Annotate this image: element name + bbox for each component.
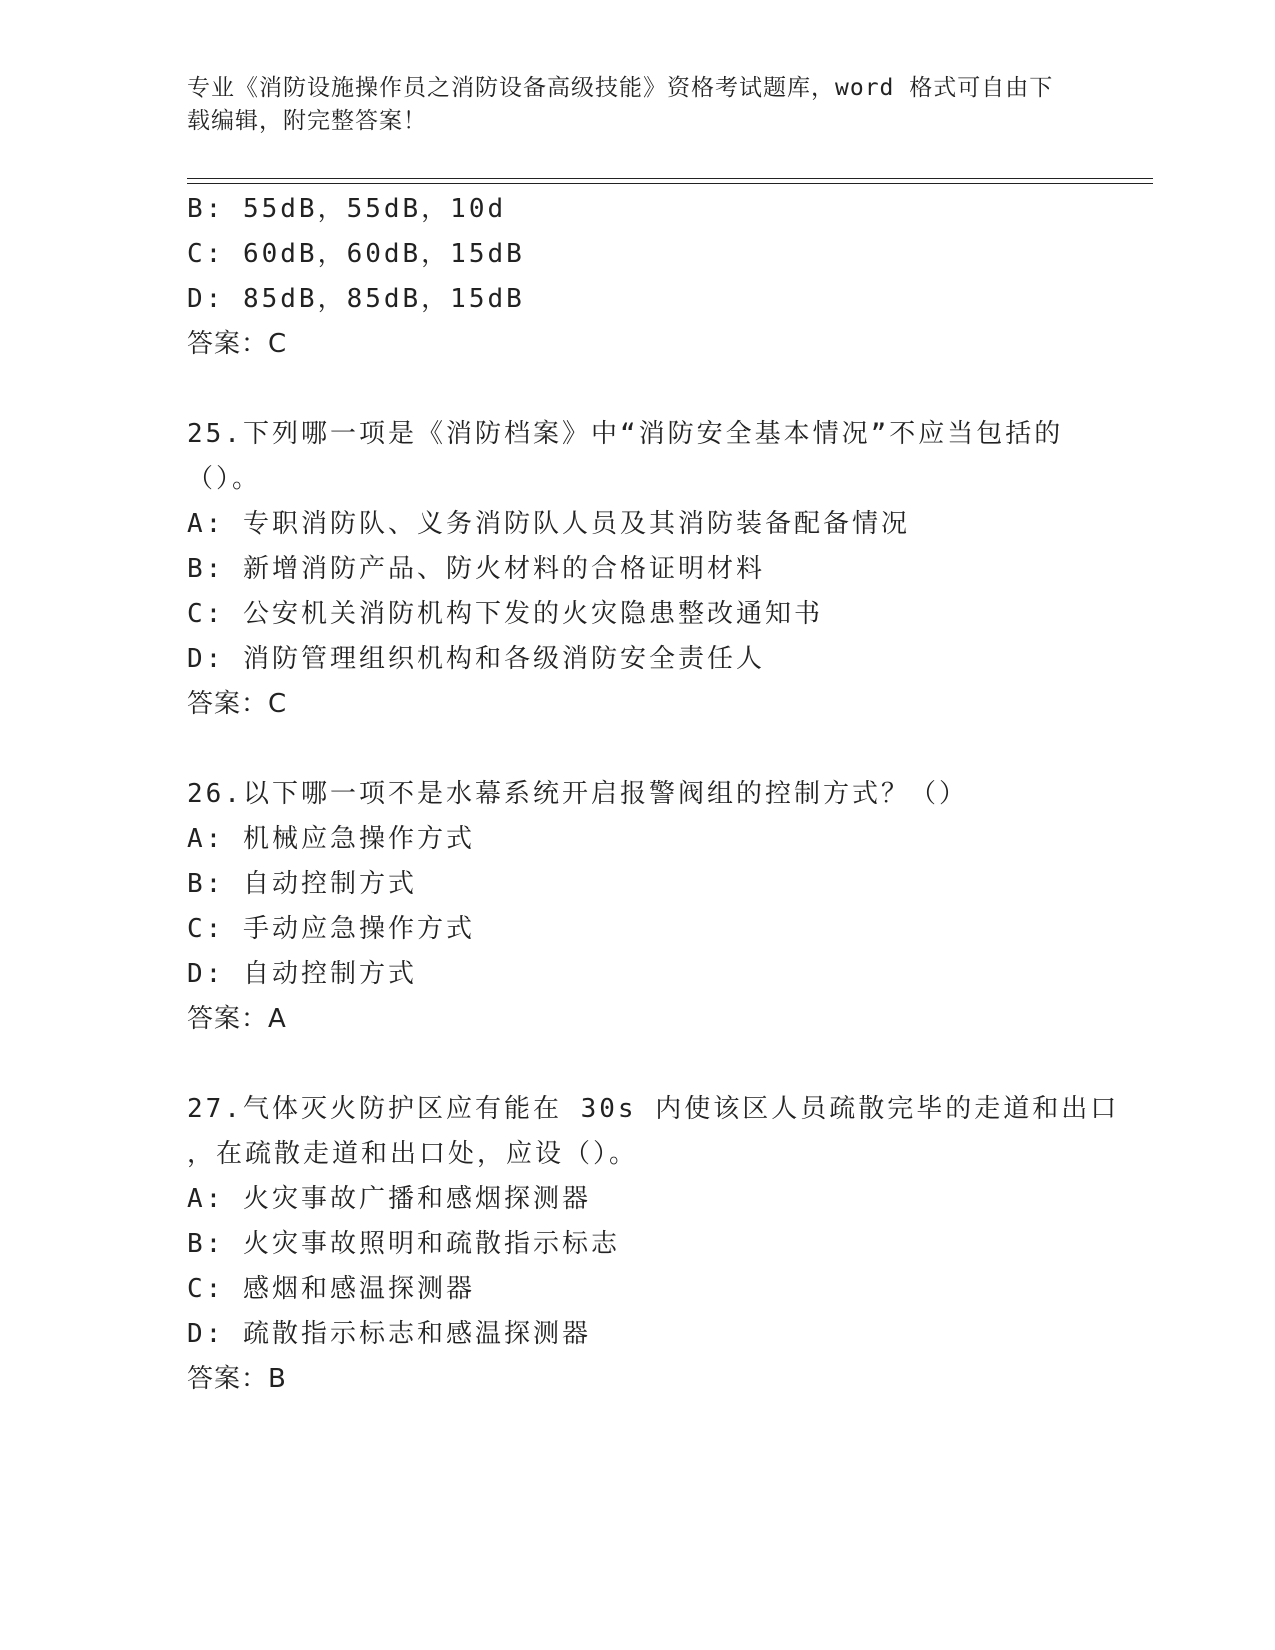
document-header xyxy=(187,72,1067,138)
q26-answer: 答案：A xyxy=(187,1004,287,1034)
q25-stem-line-1: 25.下列哪一项是《消防档案》中“消防安全基本情况”不应当包括的 xyxy=(187,419,1064,449)
q26-option-a: A: 机械应急操作方式 xyxy=(187,824,475,854)
q26-option-b: B: 自动控制方式 xyxy=(187,869,417,899)
header-line-2: 载编辑，附完整答案！ xyxy=(187,108,427,134)
q27-stem-line-1: 27.气体灭火防护区应有能在 30s 内使该区人员疏散完毕的走道和出口 xyxy=(187,1094,1120,1124)
q27-stem-line-2: ，在疏散走道和出口处，应设（）。 xyxy=(187,1139,639,1169)
q25-answer: 答案：C xyxy=(187,689,288,719)
q27-option-a: A: 火灾事故广播和感烟探测器 xyxy=(187,1184,591,1214)
q27-option-b: B: 火灾事故照明和疏散指示标志 xyxy=(187,1229,620,1259)
q26-option-d: D: 自动控制方式 xyxy=(187,959,417,989)
q25-option-a: A: 专职消防队、义务消防队人员及其消防装备配备情况 xyxy=(187,509,910,539)
q25-option-d: D: 消防管理组织机构和各级消防安全责任人 xyxy=(187,644,765,674)
q27-option-d: D: 疏散指示标志和感温探测器 xyxy=(187,1319,591,1349)
q26-stem-line-1: 26.以下哪一项不是水幕系统开启报警阀组的控制方式？（） xyxy=(187,779,968,809)
q24-answer: 答案：C xyxy=(187,329,288,359)
q25-option-c: C: 公安机关消防机构下发的火灾隐患整改通知书 xyxy=(187,599,823,629)
q27-answer: 答案：B xyxy=(187,1364,287,1394)
header-line-1: 专业《消防设施操作员之消防设备高级技能》资格考试题库，word 格式可自由下 xyxy=(187,75,1054,101)
q27-option-c: C: 感烟和感温探测器 xyxy=(187,1274,475,1304)
q24-option-d: D: 85dB，85dB，15dB xyxy=(187,284,525,314)
q25-option-b: B: 新增消防产品、防火材料的合格证明材料 xyxy=(187,554,765,584)
q24-option-c: C: 60dB，60dB，15dB xyxy=(187,239,525,269)
header-rule-bottom xyxy=(187,183,1153,184)
header-rule-top xyxy=(187,178,1153,179)
q25-stem-line-2: （）。 xyxy=(187,464,262,494)
q24-option-b: B: 55dB，55dB，10d xyxy=(187,194,507,224)
q26-option-c: C: 手动应急操作方式 xyxy=(187,914,475,944)
